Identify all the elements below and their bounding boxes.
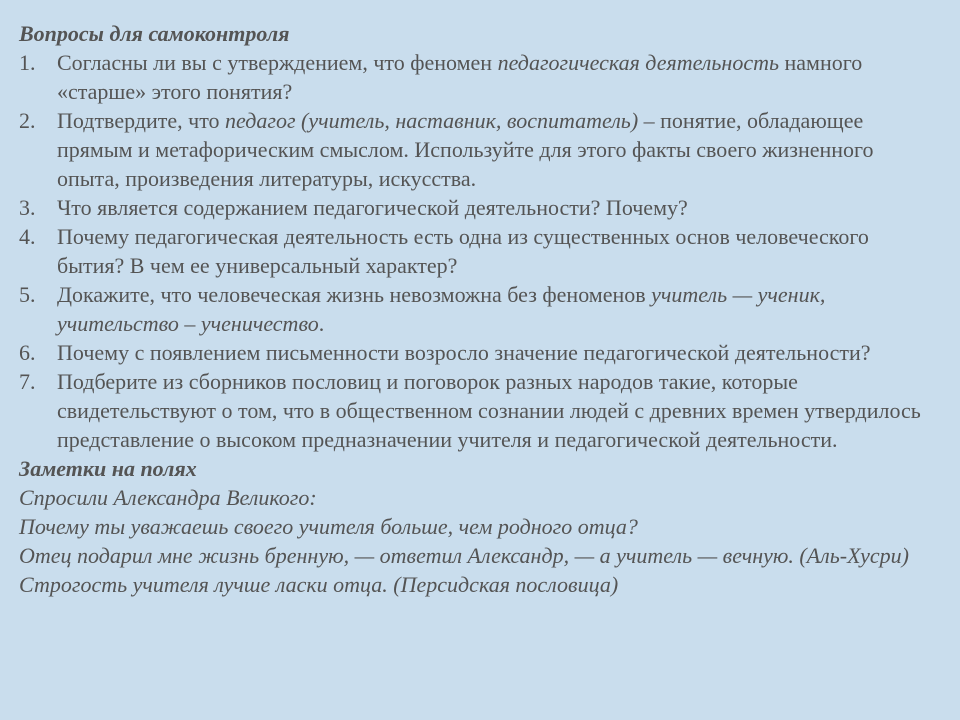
note-line: Отец подарил мне жизнь бренную, — ответил Александр, — а учитель — вечную. (Аль-Хусри): [19, 543, 909, 568]
question-number: 4.: [19, 224, 36, 249]
question-item: [19, 280, 932, 338]
note-line: Почему ты уважаешь своего учителя больше, чем родного отца?: [19, 514, 638, 539]
notes-block: [19, 483, 932, 599]
question-number: 2.: [19, 108, 36, 133]
question-number: 1.: [19, 50, 36, 75]
question-text: намного «старше» этого понятия?: [57, 50, 863, 104]
question-item: [19, 222, 932, 280]
question-number: 6.: [19, 340, 36, 365]
question-item: [19, 193, 932, 222]
question-item: [19, 338, 932, 367]
note-line: Спросили Александра Великого:: [19, 485, 317, 510]
question-text: .: [318, 311, 325, 336]
question-text: Согласны ли вы с утверждением, что феномен: [57, 50, 498, 75]
question-text-italic: педагог (учитель, наставник, воспитатель): [225, 108, 639, 133]
notes-heading: Заметки на полях: [19, 456, 197, 481]
question-text-italic: учитель — ученик, учительство – ученичество: [57, 282, 826, 336]
question-number: 3.: [19, 195, 36, 220]
question-number: 5.: [19, 282, 36, 307]
question-text: Почему педагогическая деятельность есть одна из существенных основ человеческого бытия? В чем ее универсальный характер?: [57, 224, 869, 278]
question-text: Докажите, что человеческая жизнь невозможна без феноменов: [57, 282, 652, 307]
question-text: Подтвердите, что: [57, 108, 226, 133]
question-item: [19, 106, 932, 193]
question-text-italic: педагогическая деятельность: [497, 50, 779, 75]
question-text: Почему с появлением письменности возросло значение педагогической деятельности?: [57, 340, 871, 365]
questions-list: [19, 48, 932, 454]
question-text: – понятие, обладающее прямым и метафорическим смыслом. Используйте для этого факты своего жизненного опыта, произведения литературы, искусства.: [57, 108, 874, 191]
question-text: Подберите из сборников пословиц и поговорок разных народов такие, которые свидетельствуют о том, что в общественном сознании людей с древних времен утвердилось представление о высоком предназначении учителя и педагогической деятельности.: [57, 369, 921, 452]
question-item: [19, 48, 932, 106]
note-line: Строгость учителя лучше ласки отца. (Персидская пословица): [19, 572, 619, 597]
question-number: 7.: [19, 369, 36, 394]
question-text: Что является содержанием педагогической деятельности? Почему?: [57, 195, 688, 220]
questions-heading: Вопросы для самоконтроля: [19, 21, 290, 46]
question-item: [19, 367, 932, 454]
